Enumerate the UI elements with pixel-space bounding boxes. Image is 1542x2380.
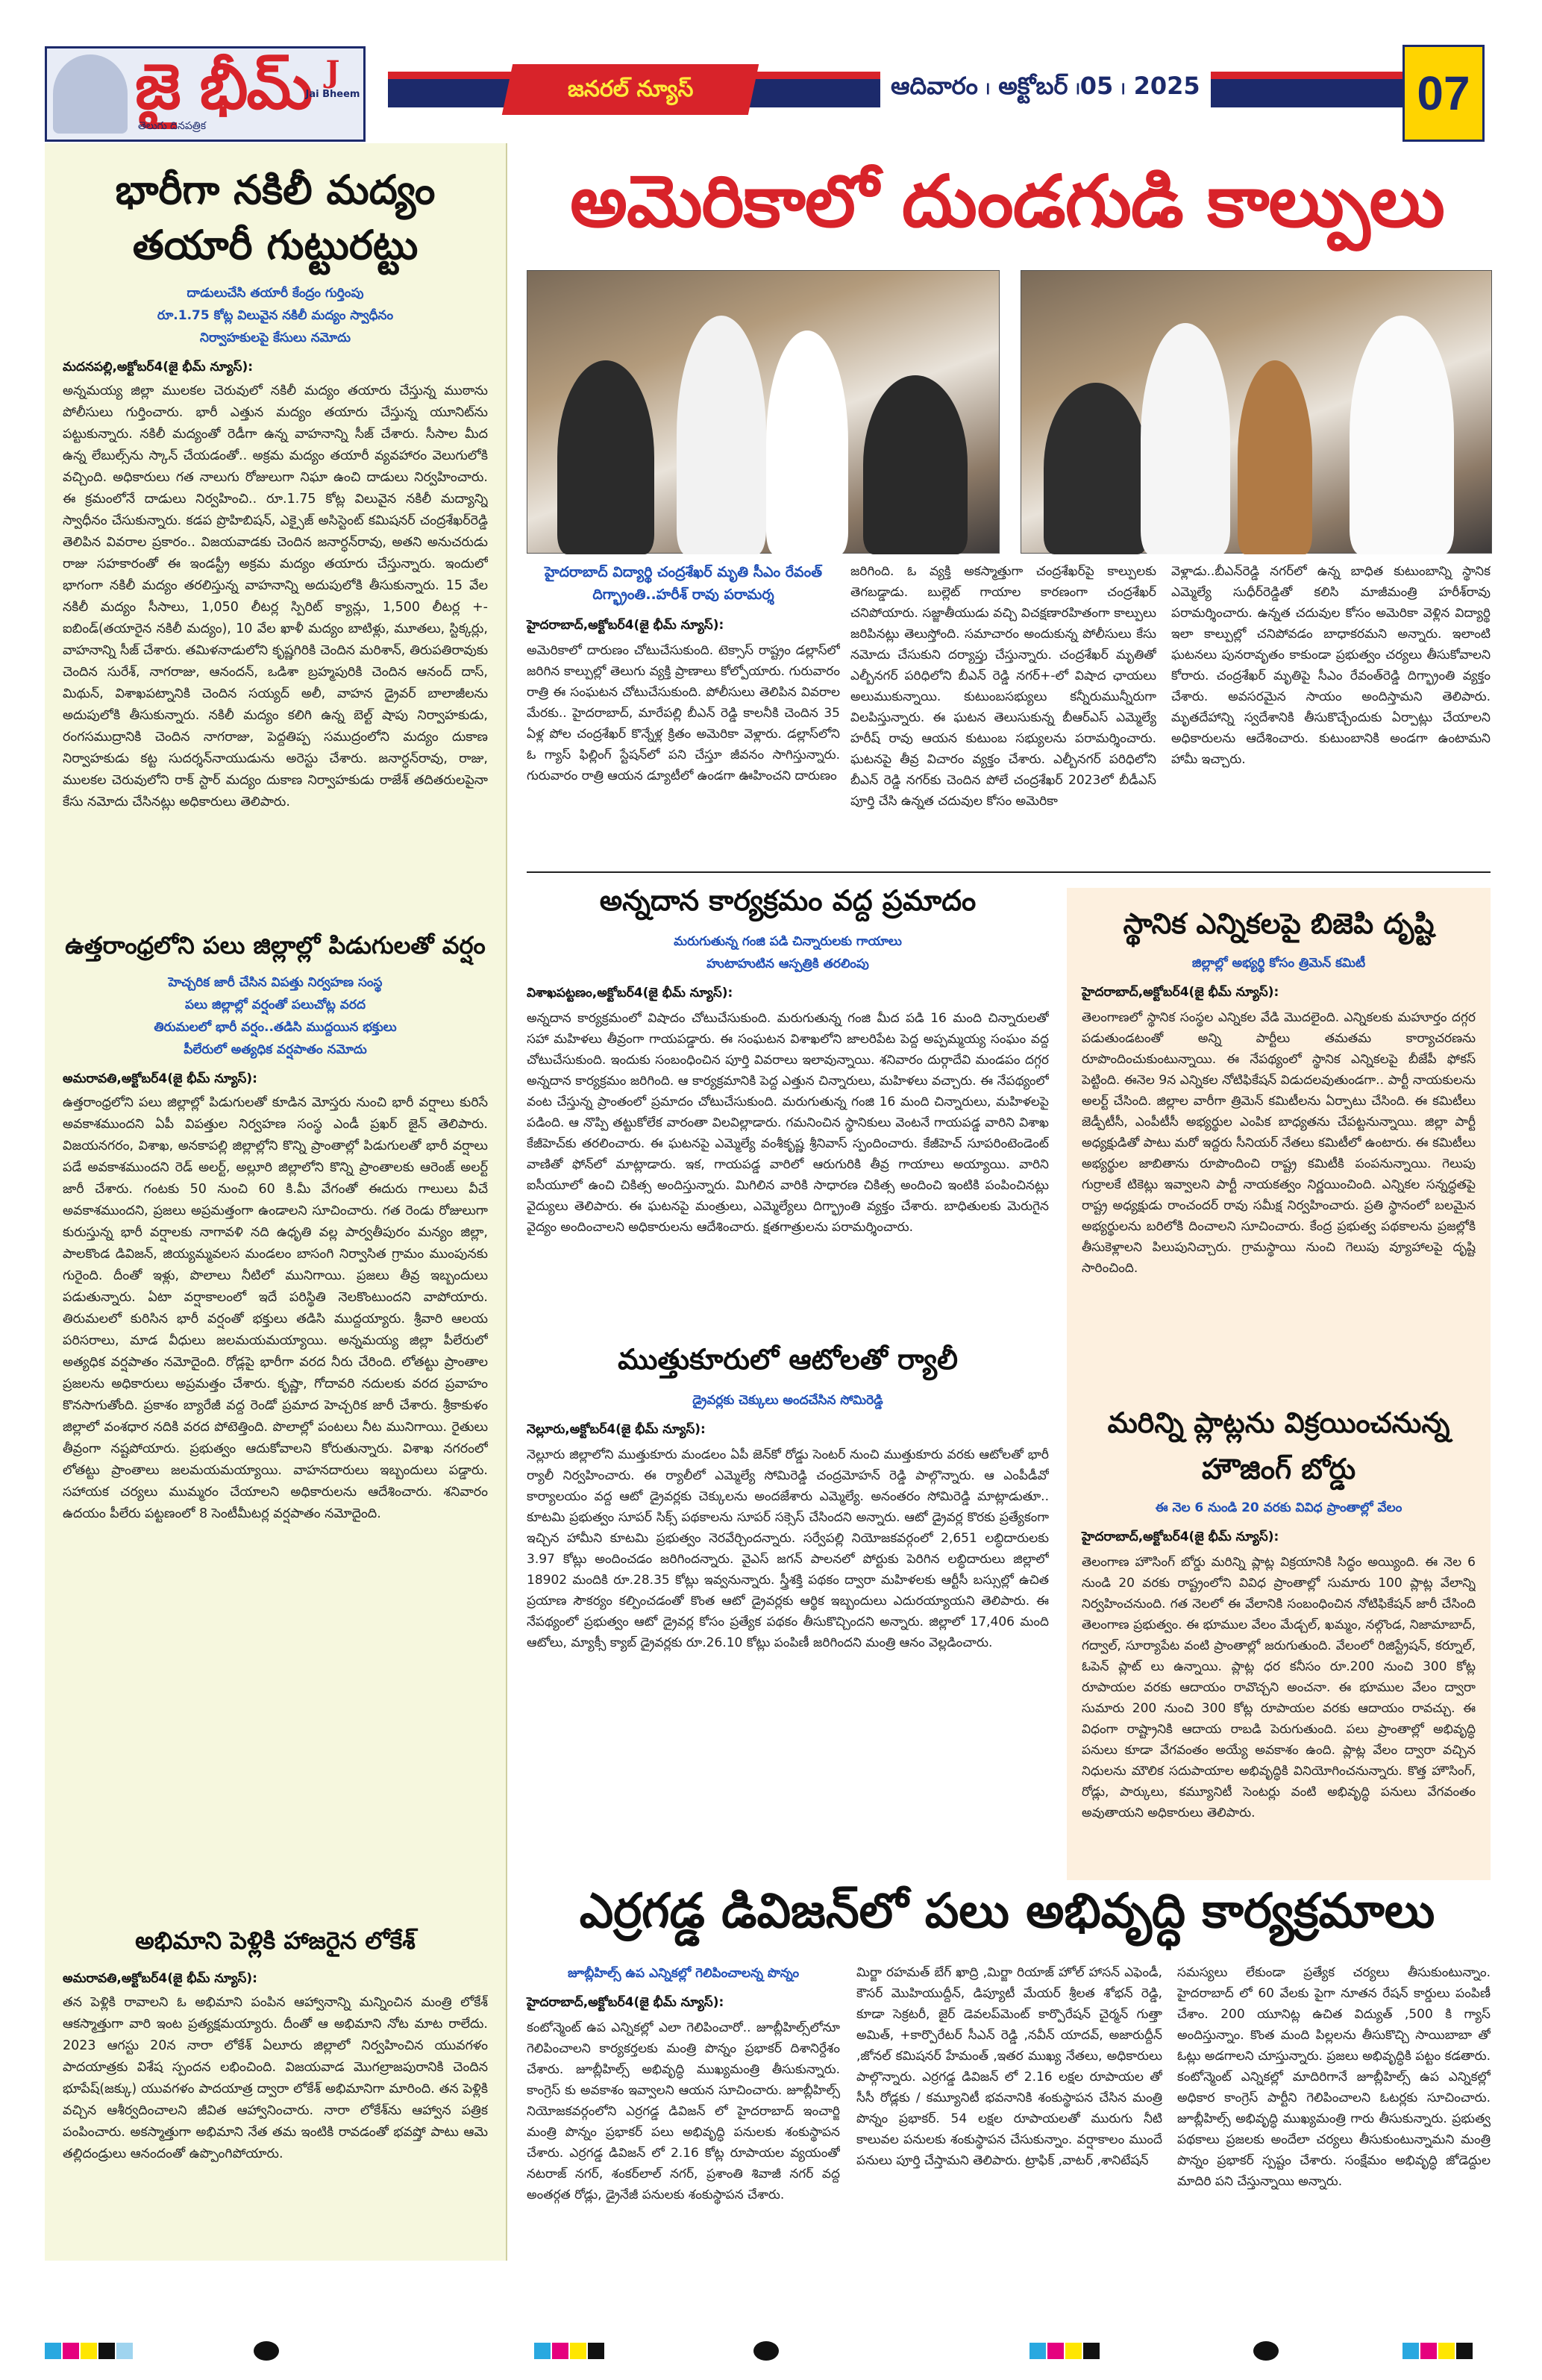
article-body: అన్నదాన కార్యక్రమంలో విషాదం చోటుచేసుకుంది. మరుగుతున్న గంజి మీద పడి 16 మంది చిన్నారులతో సహా మహిళలు తీవ్రంగా గాయపడ్డారు. ఈ సంఘటన విశాఖలోని జాలరిపేట పెద్ద అప్పమ్మయ్య సంఘం వద్ద చోటుచేసుకుంది. ఇందుకు సంబంధించిన పూర్తి వివరాలు ఇలావున్నాయి. శనివారం దుర్గాదేవి మండపం దగ్గర అన్నదాన కార్యక్రమం జరిగింది. ఆ కార్యక్రమానికి పెద్ద ఎత్తున చిన్నారులు, మహిళలు వచ్చారు. ఈ నేపథ్యంలో వంట చేస్తున్న ప్రాంతంలో ప్రమాదం చోటుచేసుకుంది. మరుగుతున్న గంజి 16 మంది చిన్నారులు, మహిళలపై పడింది. ఆ నొప్పి తట్టుకోలేక వారంతా విలవిల్లాడారు. గమనించిన స్థానికులు వెంటనే గాయపడ్డ వారిని విశాఖ కేజీహెచ్‌కు తరలించారు. ఈ ఘటనపై ఎమ్మెల్యే వంశీకృష్ణ శ్రీనివాస్ స్పందించారు. కేజీహెచ్ సూపరింటెండెంట్ వాణితో ఫోన్‌లో మాట్లాడారు. ఇక, గాయపడ్డ వారిలో ఆరుగురికి తీవ్ర గాయాలు అయ్యాయి. వారిని ఐసీయూలో ఉంచి చికిత్స అందిస్తున్నారు. మిగిలిన వారికి సాధారణ చికిత్స అందించి ఇంటికి పంపించినట్లు వైద్యులు తెలిపారు. ఈ ఘటనపై మంత్రులు, ఎమ్మెల్యేలు దిగ్భ్రాంతి వ్యక్తం చేశారు. బాధితులకు మెరుగైన వైద్యం అందించాలని అధికారులను ఆదేశించారు. క్షతగాత్రులను పరామర్శించారు.	[527, 1011, 1049, 1235]
article-body: తన పెళ్లికి రావాలని ఓ అభిమాని పంపిన ఆహ్వానాన్ని మన్నించిన మంత్రి లోకేశ్ ఆకస్మాత్తుగా వారి ఇంట ప్రత్యక్షమయ్యారు. దీంతో ఆ అభిమాని నోట మాట రాలేదు. 2023 ఆగస్టు 20న నారా లోకేశ్ ఏలూరు జిల్లాలో నిర్వహించిన యువగళం పాదయాత్రకు విశేష స్పందన లభించింది. విజయవాడ మొగల్రాజపురానికి చెందిన భూపేష్(జక్కు) యువగళం పాదయాత్ర ద్వారా లోకేశ్ అభిమానిగా మారింది. తన పెళ్లికి వచ్చిన ఆశీర్వదించాలని జీవిత ఆహ్వానించారు. నారా లోకేశ్‌ను ఆహ్వాన పత్రిక పంపించారు. అకస్మాత్తుగా అభిమాని నేత తమ ఇంటికి రావడంతో భవష్తో పాటు ఆమె తల్లిదండ్రులు ఆనందంతో ఉప్పొంగిపోయారు.	[63, 1995, 488, 2161]
article-subhead: పీలేరులో అత్యధిక వర్షపాతం నమోదు	[184, 1042, 367, 1057]
registration-oval	[753, 2341, 779, 2361]
newspaper-name: జై భీమ్	[135, 50, 312, 123]
article-body: మిర్జా రహమత్ బేగ్ ఖాద్రి ,మిర్జా రియాజ్ హోల్ హాసన్ ఎఫెండీ, కౌసర్ మొహియుద్దీన్, డిప్యూటీ మేయర్ శ్రీలత శోభన్ రెడ్డి, కూడా సెక్రటరీ, జైర్ డెవలప్‌మెంట్ కార్పొరేషన్ చైర్మన్ గుత్తా అమిత్, +కార్పొరేటర్ సీఎన్ రెడ్డి ,నవీన్ యాదవ్, అజారుద్దీన్ ,జోనల్ కమిషనర్ హేమంత్ ,ఇతర ముఖ్య నేతలు, అధికారులు పాల్గొన్నారు. ఎర్రగడ్డ డివిజన్ లో 2.16 లక్షల రూపాయల తో సీసీ రోడ్లకు / కమ్యూనిటీ భవనానికి శంకుస్థాపన చేసిన మంత్రి పొన్నం ప్రభాకర్. 54 లక్షల రూపాయలతో మురుగు నీటి కాలువల పనులకు శంకుస్థాపన చేసుకున్నాం. వర్షాకాలం ముందే పనులు పూర్తి చేస్తామని తెలిపారు. ట్రాఫిక్ ,వాటర్ ,శానిటేషన్	[856, 1965, 1162, 2168]
article-body: జరిగింది. ఓ వ్యక్తి అకస్మాత్తుగా చంద్రశేఖర్‌పై కాల్పులకు తెగబడ్డాడు. బుల్లెట్ గాయాల కారణంగా చంద్రశేఖర్ చనిపోయారు. సజ్జాతీయుడు వచ్చి విచక్షణారహితంగా కాల్పులు జరిపినట్లు తెలుస్తోంది. సమాచారం అందుకున్న పోలీసులు కేసు నమోదు చేసుకుని దర్యాప్తు చేస్తున్నారు. చంద్రశేఖర్ మృతితో ఎల్బీనగర్ పరిధిలోని బీఎన్ రెడ్డి నగర్+-లో విషాద ఛాయలు అలుముకున్నాయి. కుటుంబసభ్యులు కన్నీరుమున్నీరుగా విలపిస్తున్నారు. ఈ ఘటన తెలుసుకున్న బీఆర్ఎస్ ఎమ్మెల్యే హరీష్ రావు ఆయన కుటుంబ సభ్యులను పరామర్శించారు. ఘటనపై తీవ్ర విచారం వ్యక్తం చేశారు. ఎల్బీనగర్ పరిధిలోని బీఎన్ రెడ్డి నగర్‌కు చెందిన పోలే చంద్రశేఖర్ 2023లో బీడీఎస్ పూర్తి చేసి ఉన్నత చదువుల కోసం అమెరికా	[850, 564, 1156, 809]
article-headline: ఉత్తరాంధ్రలోని పలు జిల్లాల్లో పిడుగులతో వర్షం	[65, 931, 486, 959]
registration-mark	[63, 2343, 79, 2359]
registration-mark	[81, 2343, 97, 2359]
article-subhead: రూ.1.75 కోట్ల విలువైన నకిలీ మద్యం స్వాధీనం	[157, 308, 394, 323]
registration-mark	[1420, 2343, 1437, 2359]
page-number: 07	[1402, 45, 1485, 142]
article-subhead: మరుగుతున్న గంజి పడి చిన్నారులకు గాయాలు	[674, 934, 902, 949]
registration-mark	[1438, 2343, 1455, 2359]
erragadda-col1	[527, 1962, 840, 2249]
section-label: జనరల్ న్యూస్	[502, 64, 759, 115]
article-subhead: హుటాహుటిన ఆస్పత్రికి తరలింపు	[706, 956, 869, 971]
article-headline: భారీగా నకిలీ మద్యం తయారీ గుట్టురట్టు	[115, 166, 436, 269]
article-subhead: హెచ్చరిక జారీ చేసిన విపత్తు నిర్వహణ సంస్థ	[168, 975, 383, 990]
article-subhead: పలు జిల్లాల్లో వర్షంతో పలుచోట్ల వరద	[185, 998, 366, 1012]
article-byline: హైదరాబాద్,అక్టోబర్4(జై భీమ్ న్యూస్):	[527, 618, 724, 633]
section-divider	[527, 871, 1491, 873]
registration-mark	[116, 2343, 133, 2359]
article-body: తెలంగాణ హౌసింగ్ బోర్డు మరిన్ని ప్లాట్ల విక్రయానికి సిద్ధం అయ్యింది. ఈ నెల 6 నుండి 20 వరకు రాష్ట్రంలోని వివిధ ప్రాంతాల్లో సుమారు 100 ప్లాట్ల వేలాన్ని నిర్వహించనుంది. గత నెలలో ఈ వేలానికి సంబంధించిన నోటిఫికేషన్ జారీ చేసింది తెలంగాణ ప్రభుత్వం. ఈ భూముల వేలం మేడ్చల్, ఖమ్మం, నల్గొండ, నిజామాబాద్, గద్వాల్, సూర్యాపేట వంటి ప్రాంతాల్లో జరుగుతుంది. వేలంలో రిజిస్ట్రేషన్, కర్నూల్, ఓపెన్ ప్లాట్ లు ఉన్నాయి. ప్లాట్ల ధర కనీసం రూ.200 నుంచి 300 కోట్ల రూపాయల వరకు ఆదాయం రావొచ్చని అంచనా. ఈ భూముల వేలం ద్వారా సుమారు 200 నుంచి 300 కోట్ల రూపాయల వరకు ఆదాయం రావచ్చు. ఈ విధంగా రాష్ట్రానికి ఆదాయ రాబడి పెరుగుతుంది. పలు ప్రాంతాల్లో అభివృద్ధి పనులు కూడా వేగవంతం అయ్యే అవకాశం ఉంది. ప్లాట్ల వేలం ద్వారా వచ్చిన నిధులను మౌలిక సదుపాయాల అభివృద్ధికి వినియోగించనున్నారు. కొత్త హౌసింగ్, రోడ్లు, పార్కులు, కమ్యూనిటీ సెంటర్లు వంటి అభివృద్ధి పనులు వేగవంతం అవుతాయని అధికారులు తెలిపారు.	[1082, 1555, 1476, 1820]
muthukur-article	[527, 1343, 1049, 1862]
article-headline: అన్నదాన కార్యక్రమం వద్ద ప్రమాదం	[599, 884, 977, 917]
article-byline: అమరావతి,అక్టోబర్4(జై భీమ్ న్యూస్):	[63, 1971, 257, 1986]
registration-mark	[588, 2343, 604, 2359]
article-headline: మరిన్ని ప్లాట్లను విక్రయించనున్న హౌజింగ్ బోర్డు	[1107, 1406, 1450, 1485]
article-subhead: దాడులుచేసి తయారీ కేంద్రం గుర్తింపు	[187, 286, 364, 301]
main-headline: అమెరికాలో దుండగుడి కాల్పులు	[570, 160, 1444, 243]
news-photo	[527, 270, 1000, 554]
registration-mark	[534, 2343, 551, 2359]
news-photo	[1021, 270, 1492, 554]
annadanam-article	[527, 884, 1049, 1321]
newspaper-tagline: తెలుగు దినపత్రిక	[138, 120, 207, 132]
registration-mark	[1456, 2343, 1473, 2359]
article-body: సమస్యలు లేకుండా ప్రత్యేక చర్యలు తీసుకుంటున్నాం. హైదరాబాద్ లో 60 వేలకు పైగా నూతన రేషన్ కార్డులు పంపిణీ చేశాం. 200 యూనిట్ల ఉచిత విద్యుత్ ,500 కి గ్యాస్ అందిస్తున్నాం. కొంత మంది పిల్లలను తీసుకొచ్చి సాయిబాబా తో ఓట్లు అడగాలని చూస్తున్నారు. ప్రజలు అభివృద్ధికి పట్టం కడతారు. కంటోన్మెంట్ ఎన్నికల్లో మాదిరిగానే జూబ్లీహిల్స్ ఉప ఎన్నికల్లో అధికార కాంగ్రెస్ పార్టీని గెలిపించాలని ఓటర్లకు సూచించారు. జూబ్లీహిల్స్ అభివృద్ధి ముఖ్యమంత్రి గారు తీసుకున్నారు. ప్రభుత్వ పథకాలు ప్రజలకు అందేలా చర్యలు తీసుకుంటున్నామని మంత్రి పొన్నం ప్రభాకర్ స్పష్టం చేశారు. సంక్షేమం అభివృద్ధి జోడెద్దుల మాదిరి పని చేస్తున్నాయి అన్నారు.	[1177, 1965, 1491, 2189]
article-byline: హైదరాబాద్,అక్టోబర్4(జై భీమ్ న్యూస్):	[1082, 1529, 1279, 1544]
article-byline: అమరావతి,అక్టోబర్4(జై భీమ్ న్యూస్):	[63, 1071, 257, 1086]
article-subhead: డ్రైవర్లకు చెక్కులు అందచేసిన సోమిరెడ్డి	[692, 1393, 883, 1408]
right-box	[1067, 888, 1491, 1880]
article-subhead: జూబ్లీహిల్స్ ఉప ఎన్నికల్లో గెలిపించాలన్న పొన్నం	[567, 1966, 800, 1981]
registration-mark	[570, 2343, 586, 2359]
article-byline: హైదరాబాద్,అక్టోబర్4(జై భీమ్ న్యూస్):	[1082, 985, 1279, 1000]
article-subhead: నిర్వాహకులపై కేసులు నమోదు	[200, 331, 351, 345]
registration-oval	[254, 2341, 279, 2361]
registration-oval	[1253, 2341, 1279, 2361]
article-subhead: తిరుమలలో భారీ వర్షం..తడిసి ముద్దయిన భక్తులు	[154, 1020, 397, 1035]
registration-mark	[552, 2343, 568, 2359]
registration-mark	[1047, 2343, 1064, 2359]
article-body: అన్నమయ్య జిల్లా ములకల చెరువులో నకిలీ మద్యం తయారు చేస్తున్న ముఠాను పోలీసులు గుర్తించారు. భారీ ఎత్తున మద్యం తయారు చేస్తున్న యూనిట్‌ను పట్టుకున్నారు. నకిలీ మద్యంతో రెడీగా ఉన్న వాహనాన్ని సీజ్ చేశారు. సీసాల మీద ఉన్న లేబుల్స్‌ను స్కాన్ చేయడంతో.. అక్రమ మద్యం తయారీ వ్యవహారం వెలుగులోకి వచ్చింది. అధికారులు గత నాలుగు రోజులుగా నిఘా ఉంచి దాడులు నిర్వహించారు. ఈ క్రమంలోనే దాడులు నిర్వహించి.. రూ.1.75 కోట్ల విలువైన నకిలీ మద్యాన్ని స్వాధీనం చేసుకున్నారు. కడప ప్రొహిబిషన్, ఎక్సైజ్ అసిస్టెంట్ కమిషనర్ చంద్రశేఖర్‌రెడ్డి తెలిపిన వివరాల ప్రకారం.. విజయవాడకు చెందిన జనార్ధన్‌రావు, అతని అనుచరుడు రాజు సహకారంతో ఈ ఇండస్ట్రీ అక్రమ మద్యం తయారు చేస్తున్నారు. ఇందులో భాగంగా నకిలీ మద్యం తరలిస్తున్న వాహనాన్ని అదుపులోకి తీసుకున్నారు. 15 వేల నకిలీ మద్యం సీసాలు, 1,050 లీటర్ల స్పిరిట్ క్యాన్లు, 1,500 లీటర్ల +-ఐబిండ్(తయారైన నకిలీ మద్యం), 10 వేల ఖాళీ మద్యం బాటిళ్లు, మూతలు, స్టిక్కర్లు, వాహనాన్ని సీజ్ చేశారు. తమిళనాడులోని కృష్ణగిరికి చెందిన మరిశాన్, తిరుపతిరావుకు చెందిన సురేశ్, నాగరాజు, ఆనందన్, ఒడిశా బ్రహ్మపురికి చెందిన ఆనంద్ దాస్, మిథున్, విశాఖపట్నానికి చెందిన సయ్యద్ అలీ, వాహన డ్రైవర్ బాలాజీలను అదుపులోకి తీసుకున్నారు. నకిలీ మద్యం కలిగి ఉన్న బెల్ట్ షాపు నిర్వాహకుడు, రంగసముద్రానికి చెందిన నాగరాజు, పెద్దతిప్ప సముద్రంలోని మద్యం దుకాణ నిర్వాహకుడు కట్ట సుదర్శన్‌నాయుడును అరెస్టు చేశారు. జనార్ధన్‌రావు, రాజు, ములకల చెరువులోని రాక్ స్టార్ మద్యం దుకాణ నిర్వాహకుడు రాజేశ్ తదితరులపైనా కేసు నమోదు చేసినట్లు అధికారులు తెలిపారు.	[63, 383, 488, 809]
article-byline: మదనపల్లి,అక్టోబర్4(జై భీమ్ న్యూస్):	[63, 360, 254, 375]
article-body: కంటోన్మెంట్ ఉప ఎన్నికల్లో ఎలా గెలిపించారో.. జూబ్లీహిల్స్‌లోనూ గెలిపించాలని కార్యకర్తలకు మంత్రి పొన్నం ప్రభాకర్ దిశానిర్దేశం చేశారు. జూబ్లీహిల్స్ అభివృద్ధి ముఖ్యమంత్రి తీసుకున్నారు. కాంగ్రెస్ కు అవకాశం ఇవ్వాలని ఆయన సూచించారు. జూబ్లీహిల్స్ నియోజకవర్గంలోని ఎర్రగడ్డ డివిజన్ లో హైదరాబాద్ ఇంచార్జి మంత్రి పొన్నం ప్రభాకర్ పలు అభివృద్ధి పనులకు శంకుస్థాపన చేశారు. ఎర్రగడ్డ డివిజన్ లో 2.16 కోట్ల రూపాయల వ్యయంతో నటరాజ్ నగర్, శంకర్‌లాల్ నగర్, ప్రశాంతి శివాజీ నగర్ వద్ద అంతర్గత రోడ్లు, డ్రైనేజీ పనులకు శంకుస్థాపన చేశారు.	[527, 2020, 840, 2202]
registration-mark	[45, 2343, 61, 2359]
article-headline: ఎర్రగడ్డ డివిజన్‌లో పలు అభివృద్ధి కార్యక్రమాలు	[579, 1884, 1435, 1939]
article-byline: విశాఖపట్టణం,అక్టోబర్4(జై భీమ్ న్యూస్):	[527, 986, 733, 1000]
article-body: తెలంగాణలో స్థానిక సంస్థల ఎన్నికల వేడి మొదలైంది. ఎన్నికలకు మహూర్తం దగ్గర పడుతుండటంతో అన్ని పార్టీలు తమతమ కార్యాచరణను రూపొందించుకుంటున్నాయి. ఈ నేపథ్యంలో స్థానిక ఎన్నికలపై బీజేపీ ఫోకస్ పెట్టింది. ఈనెల 9న ఎన్నికల నోటిఫికేషన్ విడుదలవుతుండగా.. పార్టీ నాయకులను అలర్ట్ చేసింది. జిల్లాల వారీగా త్రిమెన్ కమిటీలను ఏర్పాటు చేసింది. ఈ కమిటీలు జెడ్పీటీసీ, ఎంపీటీసీ అభ్యర్థుల ఎంపిక బాధ్యతను చేపట్టనున్నాయి. జిల్లా పార్టీ అధ్యక్షుడితో పాటు మరో ఇద్దరు సీనియర్ నేతలు కమిటీలో ఉంటారు. ఈ కమిటీలు అభ్యర్థుల జాబితాను రూపొందించి రాష్ట్ర కమిటీకి పంపనున్నాయి. గెలుపు గుర్రాలకే టికెట్లు ఇవ్వాలని పార్టీ నాయకత్వం నిర్ణయించింది. ఎన్నికల సన్నద్ధతపై రాష్ట్ర అధ్యక్షుడు రాంచందర్ రావు సమీక్ష నిర్వహించారు. ప్రతి స్థానంలో బలమైన అభ్యర్థులను బరిలోకి దించాలని సూచించారు. కేంద్ర ప్రభుత్వ పథకాలను ప్రజల్లోకి తీసుకెళ్లాలని పిలుపునిచ్చారు. గ్రామస్థాయి నుంచి గెలుపు వ్యూహాలపై దృష్టి సారించింది.	[1082, 1010, 1476, 1276]
registration-mark	[1029, 2343, 1046, 2359]
article-headline: అభిమాని పెళ్లికి హాజరైన లోకేశ్	[135, 1926, 416, 1955]
registration-mark	[1065, 2343, 1082, 2359]
article-body: ఉత్తరాంధ్రలోని పలు జిల్లాల్లో పిడుగులతో కూడిన మోస్తరు నుంచి భారీ వర్షాలు కురిసే అవకాశముందని ఏపీ విపత్తుల నిర్వహణ సంస్థ ఎండీ ప్రఖర్ జైన్ తెలిపారు. విజయనగరం, విశాఖ, అనకాపల్లి జిల్లాల్లోని కొన్ని ప్రాంతాల్లో పిడుగులతో భారీ వర్షాలు పడే అవకాశముందని రెడ్ అలర్ట్, అల్లూరి జిల్లాలోని కొన్ని ప్రాంతాలకు ఆరెంజ్ అలర్ట్ జారీ చేశారు. గంటకు 50 నుంచి 60 కి.మీ వేగంతో ఈదురు గాలులు వీచే అవకాశముందని, ప్రజలు అప్రమత్తంగా ఉండాలని సూచించారు. గత రెండు రోజులుగా కురుస్తున్న భారీ వర్షాలకు నాగావళి నది ఉధృతి వల్ల పార్వతీపురం మన్యం జిల్లా, పాలకొండ డివిజన్, జియ్యమ్మవలస మండలం బాసంగి నిర్వాసిత గ్రామం ముంపునకు గురైంది. దీంతో ఇళ్లు, పొలాలు నీటిలో మునిగాయి. ప్రజలు తీవ్ర ఇబ్బందులు పడుతున్నారు. ఏటా వర్షాకాలంలో ఇదే పరిస్థితి నెలకొంటుందని వాపోయారు. తిరుమలలో కురిసిన భారీ వర్షంతో భక్తులు తడిసి ముద్దయ్యారు. శ్రీవారి ఆలయ పరిసరాలు, మాడ వీధులు జలమయమయ్యాయి. అన్నమయ్య జిల్లా పీలేరులో అత్యధిక వర్షపాతం నమోదైంది. రోడ్లపై భారీగా వరద నీరు చేరింది. లోతట్టు ప్రాంతాల ప్రజలను అధికారులు అప్రమత్తం చేశారు. కృష్ణా, గోదావరి నదులకు వరద ప్రవాహం కొనసాగుతోంది. ప్రకాశం బ్యారేజీ వద్ద రెండో ప్రమాద హెచ్చరిక జారీ చేశారు. శ్రీకాకుళం జిల్లాలో వంశధార నదికి వరద పోటెత్తింది. పొలాల్లో పంటలు నీట మునిగాయి. రైతులు తీవ్రంగా నష్టపోయారు. ప్రభుత్వం ఆదుకోవాలని కోరుతున్నారు. విశాఖ నగరంలో లోతట్టు ప్రాంతాలు జలమయమయ్యాయి. వాహనదారులు ఇబ్బందులు పడ్డారు. సహాయక చర్యలు ముమ్మరం చేయాలని అధికారులను ఆదేశించారు. శనివారం ఉదయం పీలేరు పట్టణంలో 8 సెంటీమీటర్ల వర్షపాతం నమోదైంది.	[63, 1095, 488, 1521]
photo-caption: హైదరాబాద్ విద్యార్థి చంద్రశేఖర్ మృతి సీఎం రేవంత్ దిగ్భ్రాంతి..హరీశ్ రావు పరామర్శ	[545, 564, 822, 603]
article-byline: హైదరాబాద్,అక్టోబర్4(జై భీమ్ న్యూస్):	[527, 1995, 724, 2010]
dateline: ఆదివారం ၊ అక్టోబర్ ၊05 ၊ 2025	[880, 66, 1211, 110]
article-byline: నెల్లూరు,అక్టోబర్4(జై భీమ్ న్యూస్):	[527, 1422, 706, 1437]
registration-mark	[1083, 2343, 1100, 2359]
article-headline: ముత్తుకూరులో ఆటోలతో ర్యాలీ	[618, 1343, 958, 1376]
ambedkar-portrait-icon	[53, 54, 128, 134]
article-body: అమెరికాలో దారుణం చోటుచేసుకుంది. టెక్సాస్ రాష్ట్రం డల్లాస్‌లో జరిగిన కాల్పుల్లో తెలుగు వ్యక్తి ప్రాణాలు కోల్పోయారు. గురువారం రాత్రి ఈ సంఘటన చోటుచేసుకుంది. పోలీసులు తెలిపిన వివరాల మేరకు.. హైదరాబాద్, మారేపల్లి బీఎన్ రెడ్డి కాలనీకి చెందిన 35 ఏళ్ల పోల చంద్రశేఖర్ కొన్నేళ్ల క్రితం అమెరికా వెళ్లారు. డల్లాస్‌లోని ఓ గ్యాస్ ఫిల్లింగ్ స్టేషన్‌లో పని చేస్తూ జీవనం సాగిస్తున్నారు. గురువారం రాత్రి ఆయన డ్యూటీలో ఉండగా ఊహించని దారుణం	[527, 643, 840, 783]
left-column	[45, 143, 507, 2261]
registration-mark	[1402, 2343, 1419, 2359]
main-story-col1	[527, 561, 840, 864]
article-subhead: ఈ నెల 6 నుండి 20 వరకు వివిధ ప్రాంతాల్లో వేలం	[1155, 1500, 1402, 1515]
brand-logo-text: Jai Bheem	[305, 89, 360, 100]
brand-logo: J Jai Bheem	[305, 54, 360, 100]
article-body: వెళ్లాడు..బీఎన్‌రెడ్డి నగర్‌లో ఉన్న బాధిత కుటుంబాన్ని స్థానిక ఎమ్మెల్యే సుధీర్‌రెడ్డితో కలిసి మాజీమంత్రి హరీశ్‌రావు పరామర్శించారు. ఉన్నత చదువుల కోసం అమెరికా వెళ్లిన విద్యార్థి ఇలా కాల్పుల్లో చనిపోవడం బాధాకరమని అన్నారు. ఇలాంటి ఘటనలు పునరావృతం కాకుండా ప్రభుత్వం చర్యలు తీసుకోవాలని కోరారు. చంద్రశేఖర్ మృతిపై సీఎం రేవంత్‌రెడ్డి దిగ్భ్రాంతి వ్యక్తం చేశారు. అవసరమైన సాయం అందిస్తామని తెలిపారు. మృతదేహాన్ని స్వదేశానికి తీసుకొచ్చేందుకు ఏర్పాట్లు చేయాలని అధికారులను ఆదేశించారు. కుటుంబానికి అండగా ఉంటామని హామీ ఇచ్చారు.	[1171, 564, 1491, 767]
article-subhead: జిల్లాల్లో అభ్యర్థి కోసం త్రిమెన్ కమిటీ	[1191, 956, 1366, 971]
article-headline: స్థానిక ఎన్నికలపై బిజెపి దృష్టి	[1123, 907, 1435, 940]
registration-mark	[98, 2343, 115, 2359]
article-body: నెల్లూరు జిల్లాలోని ముత్తుకూరు మండలం ఏపీ జెన్‌కో రోడ్డు సెంటర్ నుంచి ముత్తుకూరు వరకు ఆటోలతో భారీ ర్యాలీ నిర్వహించారు. ఈ ర్యాలీలో ఎమ్మెల్యే సోమిరెడ్డి చంద్రమోహన్ రెడ్డి పాల్గొన్నారు. ఆ ఎంపీడీవో కార్యాలయం వద్ద ఆటో డ్రైవర్లకు చెక్కులను అందజేశారు ఎమ్మెల్యే. అనంతరం సోమిరెడ్డి మాట్లాడుతూ.. కూటమి ప్రభుత్వం సూపర్ సిక్స్ పథకాలను సూపర్ సక్సెస్ చేసిందని అన్నారు. ఆటో డ్రైవర్ల కొరకు ప్రత్యేకంగా ఇచ్చిన హామీని కూటమి ప్రభుత్వం నెరవేర్చిందన్నారు. సర్వేపల్లి నియోజకవర్గంలో 2,651 లబ్ధిదారులకు 3.97 కోట్లు అందించడం జరిగిందన్నారు. వైఎస్ జగన్ పాలనలో పోర్టుకు పెరిగిన లబ్ధిదారులు జిల్లాలో 18902 మందికి రూ.28.35 కోట్లు ఇవ్వనున్నారు. స్త్రీశక్తి పథకం ద్వారా మహిళలకు ఆర్టీసీ బస్సుల్లో ఉచిత ప్రయాణ సౌకర్యం కల్పించడంతో కొంత ఆటో డ్రైవర్లకు ఆర్థిక ఇబ్బందులు ఎదురయ్యాయని తెలిపారు. ఈ నేపథ్యంలో ప్రభుత్వం ఆటో డ్రైవర్ల కోసం ప్రత్యేక పథకం తీసుకొచ్చిందని అన్నారు. జిల్లాలో 17,406 మంది ఆటోలు, మ్యాక్సీ క్యాబ్ డ్రైవర్లకు రూ.26.10 కోట్లు పంపిణీ జరిగిందని మంత్రి ఆనం వెల్లడించారు.	[527, 1447, 1049, 1650]
masthead-logo	[45, 46, 366, 142]
